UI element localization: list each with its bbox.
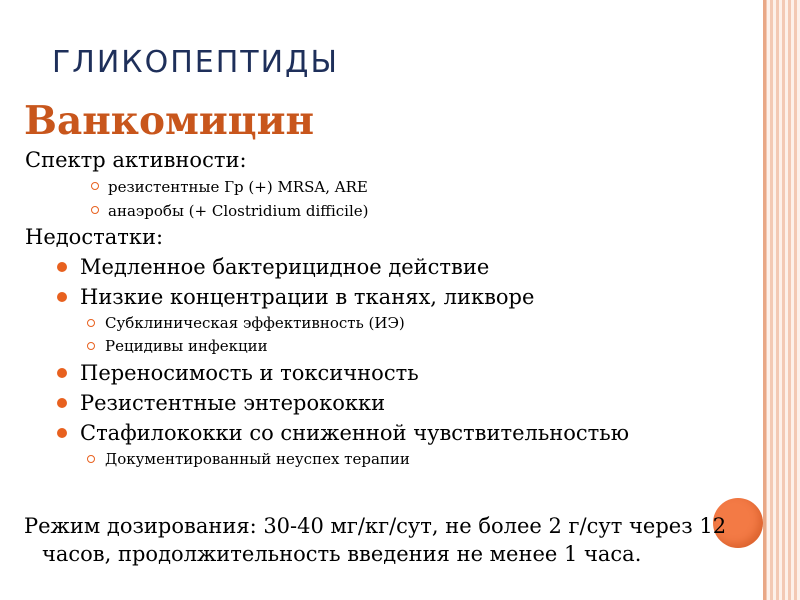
- drawback-item: [0, 418, 800, 448]
- dot-bullet-icon: [57, 368, 67, 378]
- drawback-subitem-text: Документированный неуспех терапии: [105, 450, 410, 468]
- drawback-item-text: Медленное бактерицидное действие: [80, 255, 490, 279]
- drawback-item-text: Стафилококки со сниженной чувствительностью: [80, 421, 630, 445]
- drawback-item-text: Переносимость и токсичность: [80, 361, 419, 385]
- slide-heading: ГЛИКОПЕПТИДЫ: [52, 45, 339, 80]
- drawback-subitem: [0, 312, 800, 335]
- drawback-item: [0, 388, 800, 418]
- ring-bullet-icon: [91, 182, 99, 190]
- drawback-item-text: Низкие концентрации в тканях, ликворе: [80, 285, 535, 309]
- drawback-subitem-text: Рецидивы инфекции: [105, 337, 268, 355]
- ring-bullet-icon: [87, 342, 95, 350]
- ring-bullet-icon: [91, 206, 99, 214]
- spectrum-label: Спектр активности:: [25, 148, 247, 172]
- drawback-item: [0, 358, 800, 388]
- dosing-paragraph: Режим дозирования: 30-40 мг/кг/сут, не более 2 г/сут через 12 часов, продолжительность введения не менее 1 часа.: [24, 514, 727, 566]
- dot-bullet-icon: [57, 398, 67, 408]
- spectrum-item-text: анаэробы (+ Clostridium difficile): [108, 202, 369, 220]
- spectrum-item-text: резистентные Гр (+) MRSA, ARE: [108, 178, 368, 196]
- ring-bullet-icon: [87, 455, 95, 463]
- ring-bullet-icon: [87, 319, 95, 327]
- spectrum-item: [0, 175, 800, 199]
- slide-subtitle: Ванкомицин: [24, 98, 315, 144]
- drawback-item: [0, 282, 800, 312]
- drawbacks-label: Недостатки:: [25, 225, 164, 249]
- drawback-subitem: [0, 335, 800, 358]
- drawback-item-text: Резистентные энтерококки: [80, 391, 386, 415]
- dot-bullet-icon: [57, 292, 67, 302]
- drawback-subitem: [0, 448, 800, 471]
- spectrum-item: [0, 199, 800, 223]
- drawback-item: [0, 252, 800, 282]
- dot-bullet-icon: [57, 428, 67, 438]
- dot-bullet-icon: [57, 262, 67, 272]
- slide-content: [0, 146, 800, 471]
- drawback-subitem-text: Субклиническая эффективность (ИЭ): [105, 314, 405, 332]
